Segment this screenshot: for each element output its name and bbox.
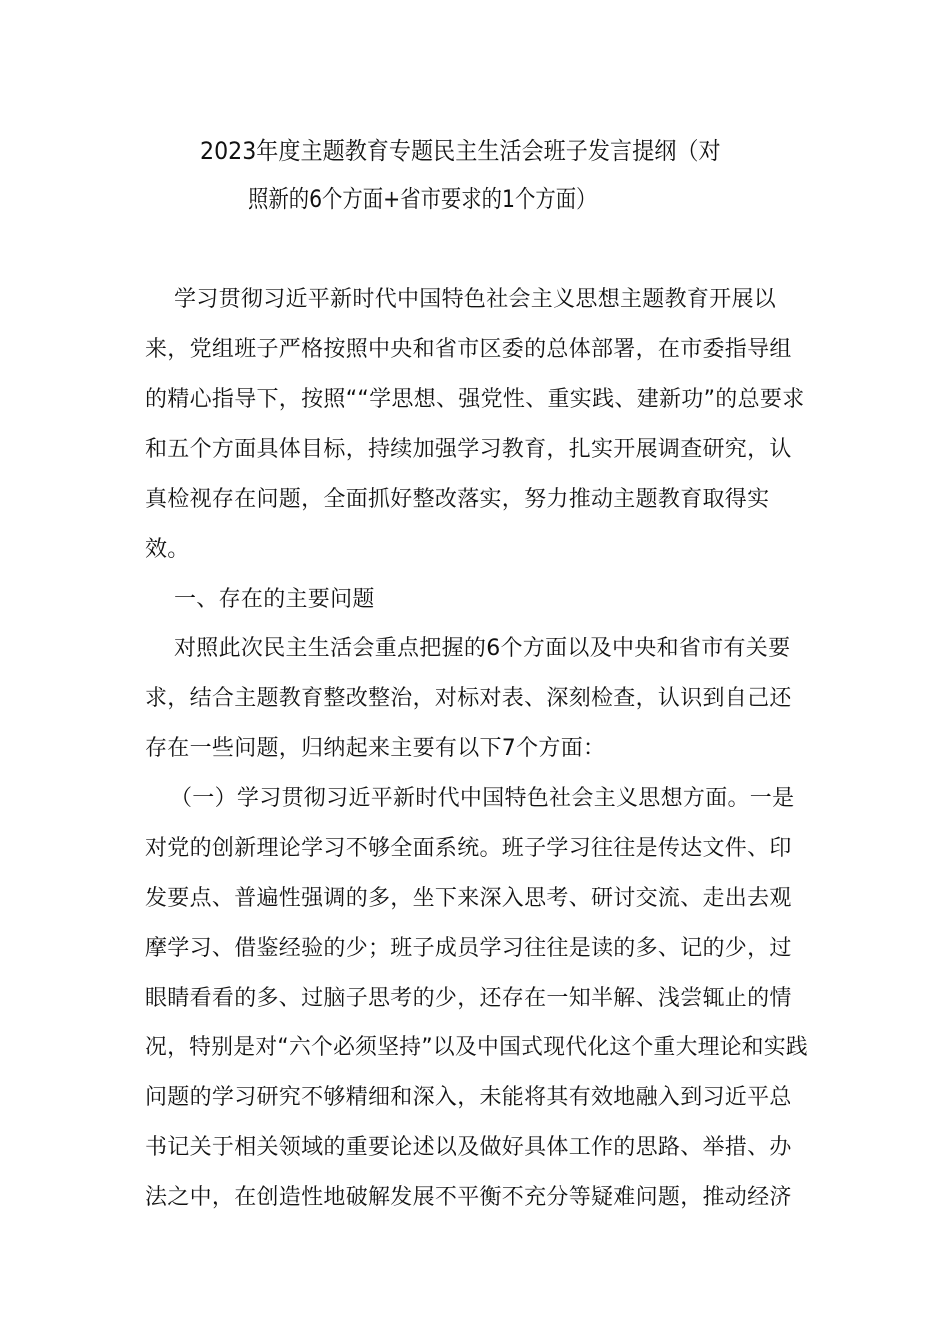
body-line: 效。 xyxy=(145,537,190,562)
section-heading: 一、存在的主要问题 xyxy=(174,587,375,612)
body-line: 眼睛看看的多、过脑子思考的少，还存在一知半解、浅尝辄止的情 xyxy=(145,986,792,1011)
body-line: 和五个方面具体目标，持续加强学习教育，扎实开展调查研究，认 xyxy=(145,437,792,462)
body-line: 况，特别是对“六个必须坚持”以及中国式现代化这个重大理论和实践 xyxy=(145,1035,809,1060)
body-line: 的精心指导下，按照““学思想、强党性、重实践、建新功”的总要求 xyxy=(145,387,805,412)
body-line: 对党的创新理论学习不够全面系统。班子学习往往是传达文件、印 xyxy=(145,836,792,861)
subsection-line: （一）学习贯彻习近平新时代中国特色社会主义思想方面。一是 xyxy=(170,786,795,811)
body-line: 来，党组班子严格按照中央和省市区委的总体部署，在市委指导组 xyxy=(145,337,792,362)
document-title-line-2: 照新的6个方面+省市要求的1个方面） xyxy=(248,185,597,213)
body-line: 问题的学习研究不够精细和深入，未能将其有效地融入到习近平总 xyxy=(145,1085,792,1110)
body-line: 求，结合主题教育整改整治，对标对表、深刻检查，认识到自己还 xyxy=(145,686,792,711)
body-line: 法之中，在创造性地破解发展不平衡不充分等疑难问题，推动经济 xyxy=(145,1185,792,1210)
body-line: 存在一些问题，归纳起来主要有以下7个方面： xyxy=(145,736,606,761)
body-line: 书记关于相关领域的重要论述以及做好具体工作的思路、举措、办 xyxy=(145,1135,792,1160)
body-line: 真检视存在问题，全面抓好整改落实，努力推动主题教育取得实 xyxy=(145,487,770,512)
body-line: 学习贯彻习近平新时代中国特色社会主义思想主题教育开展以 xyxy=(174,287,777,312)
body-line: 摩学习、借鉴经验的少；班子成员学习往往是读的多、记的少，过 xyxy=(145,936,792,961)
body-line: 发要点、普遍性强调的多，坐下来深入思考、研讨交流、走出去观 xyxy=(145,886,792,911)
body-line: 对照此次民主生活会重点把握的6个方面以及中央和省市有关要 xyxy=(174,636,791,661)
document-title-line-1: 2023年度主题教育专题民主生活会班子发言提纲（对 xyxy=(200,137,721,165)
